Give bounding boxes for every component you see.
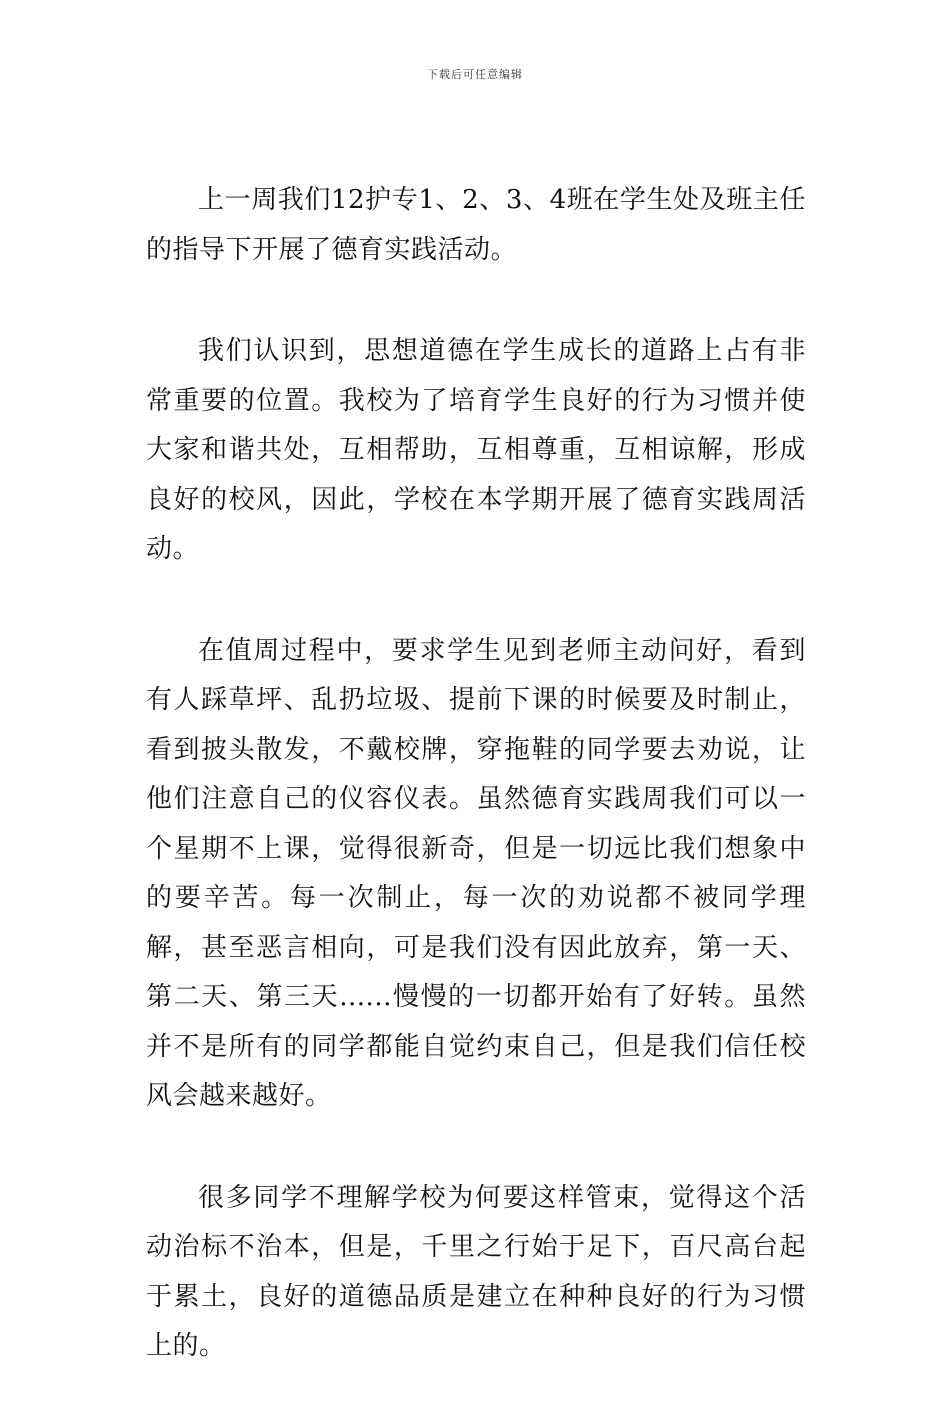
document-body bbox=[146, 176, 806, 1424]
header-note: 下载后可任意编辑 bbox=[427, 68, 523, 81]
paragraph-4: 很多同学不理解学校为何要这样管束，觉得这个活动治标不治本，但是，千里之行始于足下，百尺高台起于累土，良好的道德品质是建立在种种良好的行为习惯上的。 bbox=[146, 1182, 806, 1361]
paragraph-1: 上一周我们12护专1、2、3、4班在学生处及班主任的指导下开展了德育实践活动。 bbox=[146, 185, 806, 265]
paragraph-2: 我们认识到，思想道德在学生成长的道路上占有非常重要的位置。我校为了培育学生良好的行为习惯并使大家和谐共处，互相帮助，互相尊重，互相谅解，形成良好的校风，因此，学校在本学期开展了德育实践周活动。 bbox=[146, 336, 806, 564]
paragraph-3: 在值周过程中，要求学生见到老师主动问好，看到有人踩草坪、乱扔垃圾、提前下课的时候要及时制止，看到披头散发，不戴校牌，穿拖鞋的同学要去劝说，让他们注意自己的仪容仪表。虽然德育实践周我们可以一个星期不上课，觉得很新奇，但是一切远比我们想象中的要辛苦。每一次制止，每一次的劝说都不被同学理解，甚至恶言相向，可是我们没有因此放弃，第一天、第二天、第三天......慢慢的一切都开始有了好转。虽然并不是所有的同学都能自觉约束自己，但是我们信任校风会越来越好。 bbox=[146, 635, 806, 1111]
